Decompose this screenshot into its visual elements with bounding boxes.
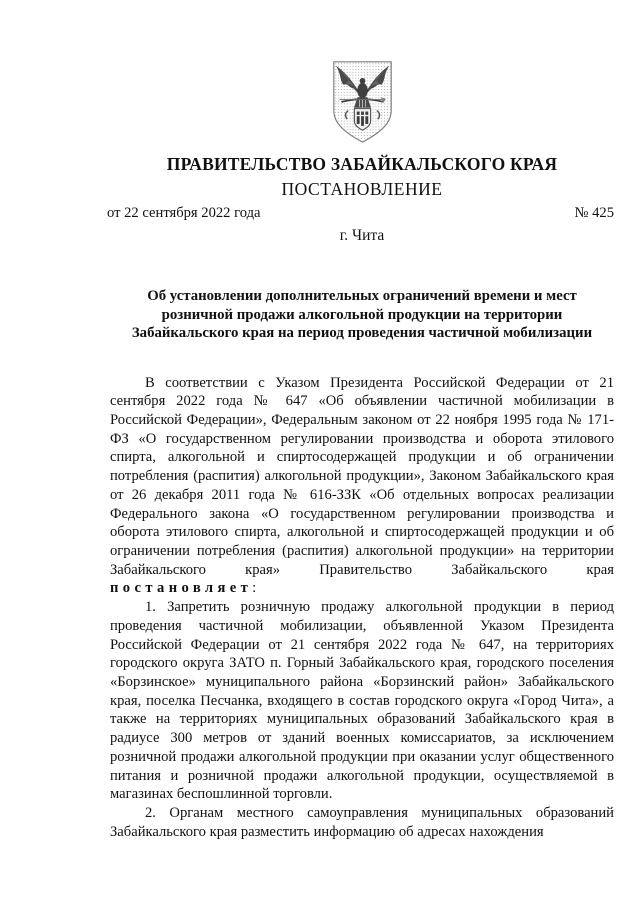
resolve-word: постановляет (110, 580, 253, 597)
document-date: от 22 сентября 2022 года (107, 205, 261, 221)
decree-item-2: 2. Органам местного самоуправления муниципальных образований Забайкальского края разместить информацию об адресах нахождения (110, 805, 614, 840)
title-line: розничной продажи алкогольной продукции на территории (161, 306, 563, 323)
title-line: Об установлении дополнительных ограничений времени и мест (147, 288, 577, 304)
document-title (110, 287, 614, 343)
document-city: г. Чита (339, 227, 385, 244)
date-number-row (107, 204, 614, 222)
document-number: № 425 (574, 205, 614, 221)
coat-of-arms-icon (329, 57, 396, 145)
preamble-paragraph (110, 374, 614, 599)
document-body (110, 374, 614, 842)
document-type-heading: ПОСТАНОВЛЕНИЕ (281, 179, 443, 199)
decree-item-1: 1. Запретить розничную продажу алкогольной продукции в период проведения частичной мобилизации, объявленной Указом Президента Российской Федерации от 21 сентября 2022 года № 647, на территориях городского округа ЗАТО п. Горный Забайкальского края, городского поселения «Борзинское» муниципального района «Борзинский район» Забайкальского края, поселка Песчанка, входящего в состав городского округа «Город Чита», а также на территориях муниципальных образований Забайкальского края в радиусе 300 метров от зданий военных комиссариатов, за исключением розничной продажи алкогольной продукции при оказании услуг общественного питания и розничной продажи алкогольной продукции, осуществляемой в магазинах беспошлинной торговли. (110, 599, 614, 803)
resolve-colon: : (252, 580, 257, 597)
title-line: Забайкальского края на период проведения частичной мобилизации (131, 325, 593, 341)
emblem-container (110, 57, 614, 147)
preamble-text: В соответствии с Указом Президента Российской Федерации от 21 сентября 2022 года № 647 «Об объявлении частичной мобилизации в Российской Федерации», Федеральным законом от 22 ноября 1995 года № 171-ФЗ «О государственном регулировании производства и оборота этилового спирта, алкогольной и спиртосодержащей продукции и об ограничении потребления (распития) алкогольной продукции», Законом Забайкальского края от 26 декабря 2011 года № 616-ЗЗК «Об отдельных вопросах реализации Федерального закона «О государственном регулировании производства и оборота этилового спирта, алкогольной и спиртосодержащей продукции и об ограничении потребления (распития) алкогольной продукции» на территории Забайкальского края» Правительство Забайкальского края (110, 374, 614, 578)
authority-name: ПРАВИТЕЛЬСТВО ЗАБАЙКАЛЬСКОГО КРАЯ (166, 154, 558, 174)
